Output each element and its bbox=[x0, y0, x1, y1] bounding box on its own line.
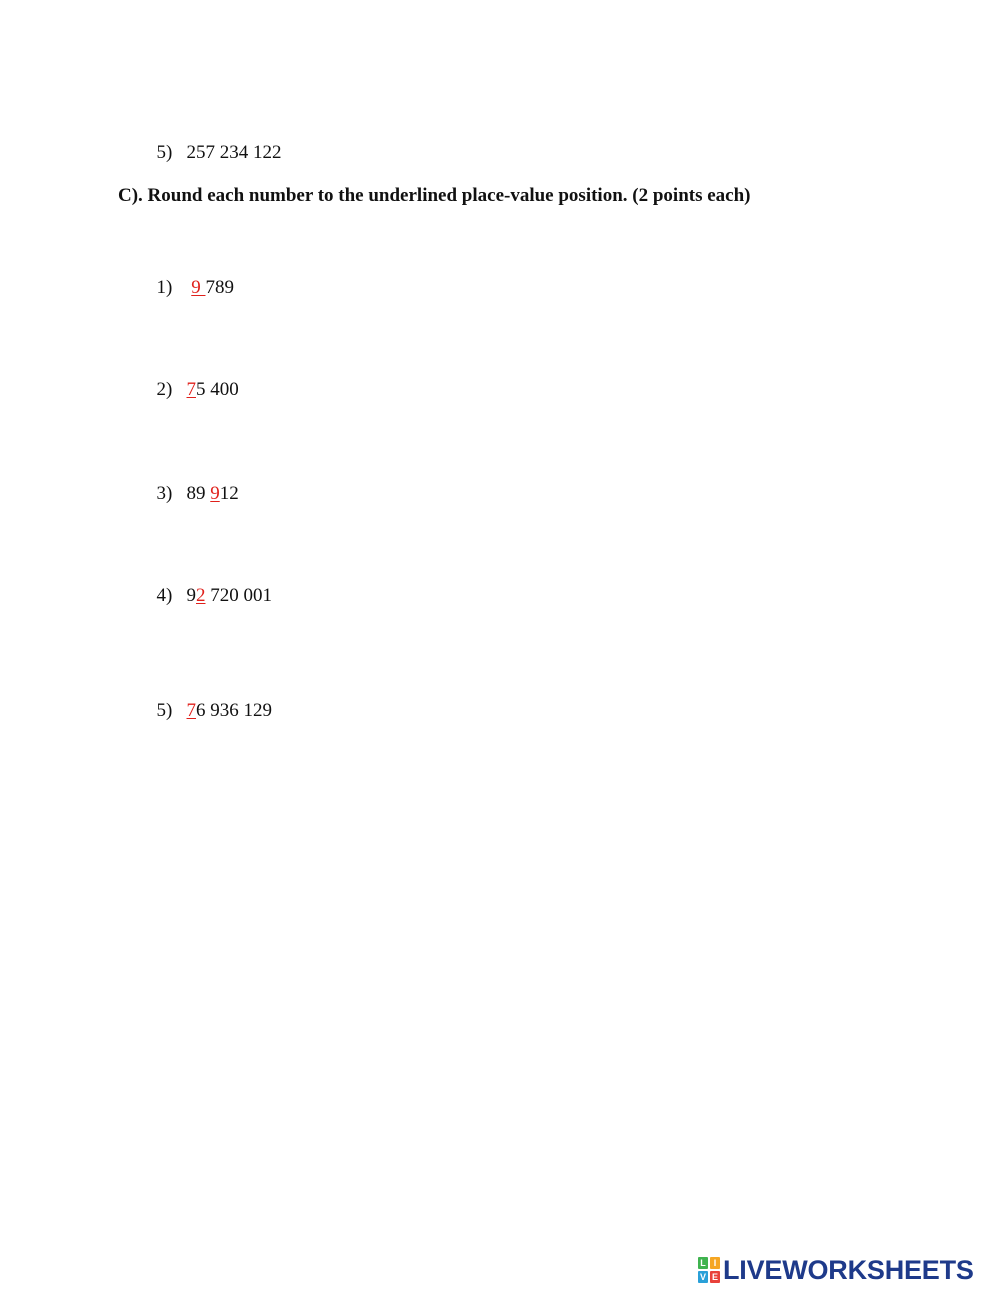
item-number: 2) bbox=[156, 379, 173, 400]
item-value: 257 234 122 bbox=[186, 142, 282, 163]
item-prefix: 89 bbox=[186, 483, 211, 504]
item-number: 1) bbox=[156, 277, 173, 298]
item-suffix: 5 400 bbox=[196, 379, 239, 400]
previous-item bbox=[147, 117, 282, 165]
list-item bbox=[147, 675, 272, 723]
underlined-digit: 7 bbox=[186, 379, 196, 400]
item-number: 5) bbox=[156, 142, 173, 163]
item-number: 3) bbox=[156, 483, 173, 504]
logo-text: LIVEWORKSHEETS bbox=[723, 1255, 974, 1285]
list-item bbox=[147, 252, 234, 300]
logo-cell: E bbox=[711, 1272, 718, 1282]
list-item bbox=[147, 560, 272, 608]
logo-cell: I bbox=[710, 1257, 720, 1269]
item-suffix: 720 001 bbox=[205, 585, 272, 606]
logo-cell: L bbox=[698, 1257, 708, 1269]
item-suffix: 789 bbox=[205, 277, 234, 298]
underlined-digit: 2 bbox=[196, 585, 206, 606]
list-item bbox=[147, 458, 239, 506]
item-number: 4) bbox=[156, 585, 173, 606]
underlined-digit: 9 bbox=[210, 483, 220, 504]
logo-cell: V bbox=[699, 1272, 706, 1282]
liveworksheets-logo bbox=[698, 1256, 974, 1284]
item-suffix: 12 bbox=[219, 483, 239, 504]
logo-mark-icon bbox=[698, 1257, 720, 1283]
item-suffix: 6 936 129 bbox=[196, 700, 272, 721]
item-number: 5) bbox=[156, 700, 173, 721]
underlined-digit: 9 bbox=[191, 277, 206, 298]
item-prefix: 9 bbox=[186, 585, 196, 606]
list-item bbox=[147, 354, 239, 402]
section-c-heading: C). Round each number to the underlined place-value position. (2 points each) bbox=[118, 185, 751, 206]
underlined-digit: 7 bbox=[186, 700, 196, 721]
